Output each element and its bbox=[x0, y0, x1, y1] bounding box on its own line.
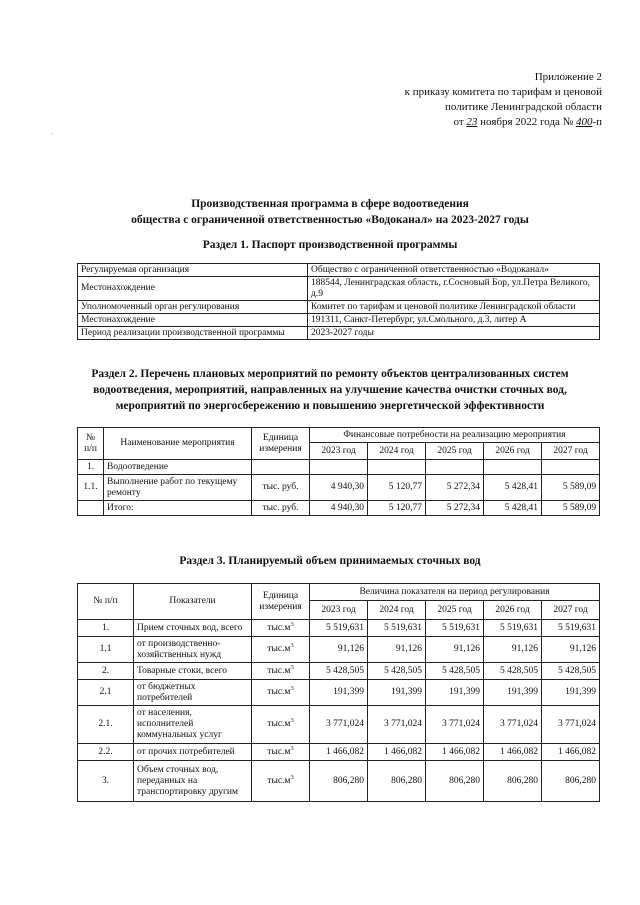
row-value: 3 771,024 bbox=[368, 706, 426, 744]
row-value: 191,399 bbox=[542, 680, 600, 706]
row-value: 3 771,024 bbox=[310, 706, 368, 744]
header-name: Показатели bbox=[134, 584, 252, 620]
section1-title: Раздел 1. Паспорт производственной программы bbox=[202, 239, 458, 251]
table-row bbox=[78, 706, 600, 744]
number-suffix: -п bbox=[592, 116, 602, 128]
row-value: 191,399 bbox=[368, 680, 426, 706]
row-num: 1.1 bbox=[78, 637, 134, 663]
row-value: 5 589,09 bbox=[542, 475, 600, 501]
row-unit bbox=[252, 620, 310, 637]
row-unit: тыс. руб. bbox=[252, 501, 310, 516]
header-year: 2025 год bbox=[426, 601, 484, 620]
row-value: 5 519,631 bbox=[368, 620, 426, 637]
row-value: 5 428,41 bbox=[484, 501, 542, 516]
unit-power: 3 bbox=[290, 716, 294, 724]
header-year: 2025 год bbox=[426, 443, 484, 460]
row-value: 91,126 bbox=[484, 637, 542, 663]
measures-table bbox=[77, 427, 600, 516]
row-value: 91,126 bbox=[310, 637, 368, 663]
row-value: 806,280 bbox=[368, 761, 426, 802]
section2-title-line-1: Раздел 2. Перечень плановых мероприятий по ремонту объектов централизованных систем bbox=[91, 368, 569, 380]
scan-speck: · bbox=[51, 130, 54, 139]
passport-label: Местонахождение bbox=[78, 314, 308, 327]
program-title bbox=[40, 196, 620, 228]
row-num bbox=[78, 501, 104, 516]
row-name: Водоотведение bbox=[104, 460, 252, 475]
passport-label: Период реализации производственной программы bbox=[78, 327, 308, 340]
passport-label: Уполномоченный орган регулирования bbox=[78, 301, 308, 314]
row-value: 5 428,41 bbox=[484, 475, 542, 501]
header-year: 2027 год bbox=[542, 443, 600, 460]
row-value: 5 120,77 bbox=[368, 501, 426, 516]
unit-power: 3 bbox=[290, 744, 294, 752]
handwritten-number: 400 bbox=[575, 116, 593, 128]
row-value: 806,280 bbox=[310, 761, 368, 802]
unit-base: тыс.м bbox=[267, 687, 291, 697]
row-value: 3 771,024 bbox=[542, 706, 600, 744]
date-middle: ноября 2022 года № bbox=[480, 116, 574, 128]
row-value: 1 466,082 bbox=[484, 744, 542, 761]
row-value: 5 589,09 bbox=[542, 501, 600, 516]
row-value: 5 519,631 bbox=[542, 620, 600, 637]
row-value: 5 519,631 bbox=[484, 620, 542, 637]
row-unit bbox=[252, 460, 310, 475]
table-row bbox=[78, 620, 600, 637]
row-num: 1.1. bbox=[78, 475, 104, 501]
row-unit: тыс. руб. bbox=[252, 475, 310, 501]
unit-base: тыс.м bbox=[267, 622, 291, 633]
section2-title-line-3: мероприятий по энергосбережению и повышению энергетической эффективности bbox=[115, 400, 545, 412]
row-unit bbox=[252, 706, 310, 744]
row-value: 91,126 bbox=[368, 637, 426, 663]
passport-label: Местонахождение bbox=[78, 277, 308, 301]
passport-row bbox=[78, 314, 600, 327]
header-year: 2027 год bbox=[542, 601, 600, 620]
row-value bbox=[426, 460, 484, 475]
row-num: 1. bbox=[78, 620, 134, 637]
row-name: Прием сточных вод, всего bbox=[134, 620, 252, 637]
row-value: 91,126 bbox=[542, 637, 600, 663]
unit-base: тыс.м bbox=[267, 665, 291, 676]
row-value: 191,399 bbox=[310, 680, 368, 706]
wastewater-table bbox=[77, 583, 600, 802]
header-period: Величина показателя на период регулирования bbox=[310, 584, 600, 601]
row-value bbox=[542, 460, 600, 475]
row-value: 5 519,631 bbox=[426, 620, 484, 637]
row-value bbox=[368, 460, 426, 475]
row-value: 806,280 bbox=[542, 761, 600, 802]
row-value: 4 940,30 bbox=[310, 501, 368, 516]
unit-base: тыс.м bbox=[267, 775, 291, 786]
appendix-line-1: Приложение 2 bbox=[534, 71, 602, 83]
appendix-date-line bbox=[330, 115, 602, 130]
row-value: 1 466,082 bbox=[426, 744, 484, 761]
header-unit: Единица измерения bbox=[252, 584, 310, 620]
program-title-line-1: Производственная программа в сфере водоотведения bbox=[191, 198, 469, 210]
table-row bbox=[78, 460, 600, 475]
unit-base: тыс.м bbox=[267, 719, 291, 729]
row-value: 1 466,082 bbox=[310, 744, 368, 761]
row-name: от прочих потребителей bbox=[134, 744, 252, 761]
header-year: 2023 год bbox=[310, 601, 368, 620]
header-year: 2024 год bbox=[368, 443, 426, 460]
row-name: Товарные стоки, всего bbox=[134, 663, 252, 680]
header-finance: Финансовые потребности на реализацию мероприятия bbox=[310, 428, 600, 443]
appendix-line-2: к приказу комитета по тарифам и ценовой bbox=[404, 86, 602, 98]
row-value: 5 272,34 bbox=[426, 475, 484, 501]
row-value: 5 428,505 bbox=[542, 663, 600, 680]
program-title-line-2: общества с ограниченной ответственностью «Водоканал» на 2023-2027 годы bbox=[131, 214, 529, 226]
header-year: 2026 год bbox=[484, 601, 542, 620]
row-value bbox=[310, 460, 368, 475]
passport-value: Общество с ограниченной ответственностью «Водоканал» bbox=[308, 264, 600, 277]
table-row-total bbox=[78, 501, 600, 516]
wastewater-header-row bbox=[78, 584, 600, 601]
passport-row bbox=[78, 301, 600, 314]
row-unit bbox=[252, 637, 310, 663]
row-num: 2. bbox=[78, 663, 134, 680]
table-row bbox=[78, 744, 600, 761]
row-value: 5 428,505 bbox=[368, 663, 426, 680]
row-name: от населения, исполнителей коммунальных услуг bbox=[134, 706, 252, 744]
row-value: 191,399 bbox=[484, 680, 542, 706]
row-unit bbox=[252, 744, 310, 761]
row-num: 2.1 bbox=[78, 680, 134, 706]
table-row bbox=[78, 663, 600, 680]
row-value: 1 466,082 bbox=[542, 744, 600, 761]
header-year: 2024 год bbox=[368, 601, 426, 620]
passport-label: Регулируемая организация bbox=[78, 264, 308, 277]
measures-header-row bbox=[78, 428, 600, 443]
row-value: 806,280 bbox=[484, 761, 542, 802]
row-value: 5 428,505 bbox=[310, 663, 368, 680]
header-num: № п/п bbox=[78, 584, 134, 620]
row-value: 5 428,505 bbox=[426, 663, 484, 680]
appendix-line-3: политике Ленинградской области bbox=[444, 101, 602, 113]
row-num: 1. bbox=[78, 460, 104, 475]
date-prefix: от bbox=[453, 116, 464, 128]
row-name: от производственно-хозяйственных нужд bbox=[134, 637, 252, 663]
row-value: 91,126 bbox=[426, 637, 484, 663]
header-year: 2023 год bbox=[310, 443, 368, 460]
table-row bbox=[78, 680, 600, 706]
passport-value: Комитет по тарифам и ценовой политике Ленинградской области bbox=[308, 301, 600, 314]
row-value bbox=[484, 460, 542, 475]
unit-power: 3 bbox=[290, 663, 294, 671]
handwritten-day: 23 bbox=[466, 116, 478, 128]
row-unit bbox=[252, 663, 310, 680]
unit-base: тыс.м bbox=[267, 746, 291, 757]
passport-row bbox=[78, 327, 600, 340]
row-value: 3 771,024 bbox=[426, 706, 484, 744]
row-unit bbox=[252, 761, 310, 802]
unit-power: 3 bbox=[290, 620, 294, 628]
section2-title-line-2: водоотведения, мероприятий, направленных на улучшение качества очистки сточных вод, bbox=[93, 384, 567, 396]
unit-power: 3 bbox=[290, 641, 294, 649]
row-value: 5 428,505 bbox=[484, 663, 542, 680]
row-value: 191,399 bbox=[426, 680, 484, 706]
section2-title bbox=[40, 366, 620, 414]
unit-base: тыс.м bbox=[267, 644, 291, 654]
passport-value: 188544, Ленинградская область, г.Сосновый Бор, ул.Петра Великого, д.9 bbox=[308, 277, 600, 301]
appendix-block bbox=[330, 70, 602, 130]
row-unit bbox=[252, 680, 310, 706]
row-name: Итого: bbox=[104, 501, 252, 516]
row-value: 4 940,30 bbox=[310, 475, 368, 501]
header-name: Наименование мероприятия bbox=[104, 428, 252, 460]
passport-row bbox=[78, 264, 600, 277]
unit-power: 3 bbox=[290, 773, 294, 781]
row-name: от бюджетных потребителей bbox=[134, 680, 252, 706]
table-row bbox=[78, 637, 600, 663]
section3-title: Раздел 3. Планируемый объем принимаемых сточных вод bbox=[179, 555, 481, 567]
row-value: 5 272,34 bbox=[426, 501, 484, 516]
row-num: 2.1. bbox=[78, 706, 134, 744]
row-value: 5 120,77 bbox=[368, 475, 426, 501]
passport-value: 2023-2027 годы bbox=[308, 327, 600, 340]
row-value: 806,280 bbox=[426, 761, 484, 802]
row-name: Выполнение работ по текущему ремонту bbox=[104, 475, 252, 501]
row-name: Объем сточных вод, переданных на транспортировку другим bbox=[134, 761, 252, 802]
table-row bbox=[78, 475, 600, 501]
header-year: 2026 год bbox=[484, 443, 542, 460]
row-num: 3. bbox=[78, 761, 134, 802]
passport-table bbox=[77, 263, 600, 340]
table-row bbox=[78, 761, 600, 802]
passport-value: 191311, Санкт-Петербург, ул.Смольного, д.3, литер А bbox=[308, 314, 600, 327]
row-value: 1 466,082 bbox=[368, 744, 426, 761]
unit-power: 3 bbox=[290, 684, 294, 692]
header-unit: Единица измерения bbox=[252, 428, 310, 460]
row-num: 2.2. bbox=[78, 744, 134, 761]
header-num: № п/п bbox=[78, 428, 104, 460]
row-value: 5 519,631 bbox=[310, 620, 368, 637]
passport-row bbox=[78, 277, 600, 301]
row-value: 3 771,024 bbox=[484, 706, 542, 744]
